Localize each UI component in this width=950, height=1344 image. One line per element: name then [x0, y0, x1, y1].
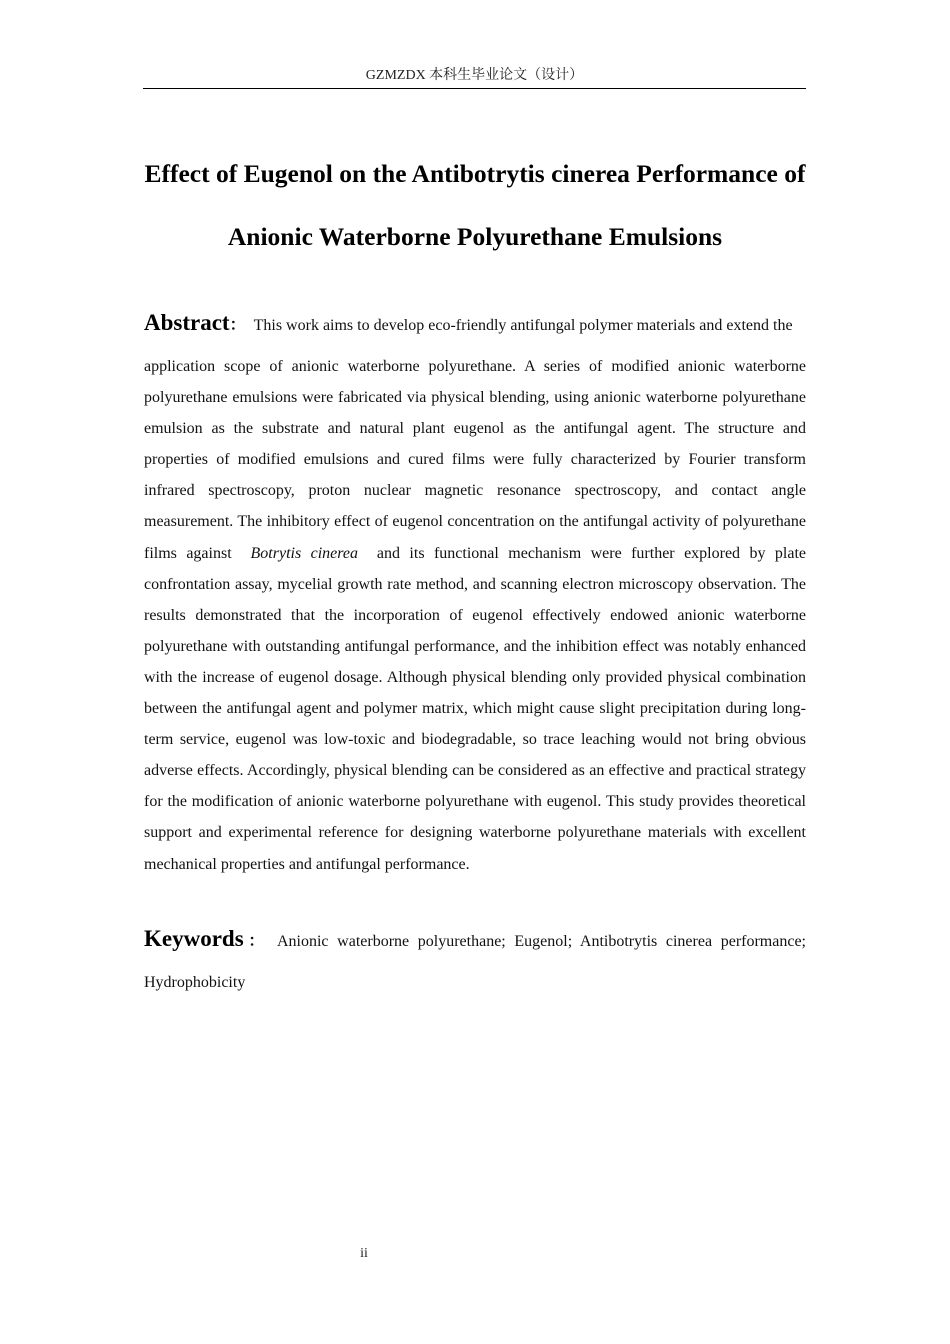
page-number: ii — [360, 1246, 368, 1261]
running-header — [143, 66, 806, 89]
abstract-section — [144, 304, 806, 880]
abstract-italic-species: Botrytis cinerea — [250, 544, 359, 562]
abstract-heading: Abstract — [144, 310, 230, 335]
paper-title — [130, 142, 820, 268]
abstract-heading-colon: ： — [229, 317, 246, 334]
keywords-heading-colon: ： — [243, 933, 269, 950]
abstract-first-line — [144, 304, 806, 351]
abstract-opening-text: This work aims to develop eco-friendly antifungal polymer materials and extend the — [253, 317, 793, 334]
abstract-body-part-1: application scope of anionic waterborne polyurethane. A series of modified anionic waterborne polyurethane emulsions were fabricated via physical blending, using anionic waterborne polyurethane emulsion as the substrate and natural plant eugenol as the antifungal agent. The structure and properties of modified emulsions and cured films were fully characterized by Fourier transform infrared spectroscopy, proton nuclear magnetic resonance spectroscopy, and contact angle measurement. The inhibitory effect of eugenol concentration on the antifungal activity of polyurethane films against — [144, 358, 806, 562]
abstract-body-part-2: and its functional mechanism were further explored by plate confrontation assay, mycelial growth rate method, and scanning electron microscopy observation. The results demonstrated that the incorporation of eugenol effectively endowed anionic waterborne polyurethane with outstanding antifungal performance, and the inhibition effect was notably enhanced with the increase of eugenol dosage. Although physical blending only provided physical combination between the antifungal agent and polymer matrix, which might cause slight precipitation during long-term service, eugenol was low-toxic and biodegradable, so trace leaching would not bring obvious adverse effects. Accordingly, physical blending can be considered as an effective and practical strategy for the modification of anionic waterborne polyurethane with eugenol. This study provides theoretical support and experimental reference for designing waterborne polyurethane materials with excellent mechanical properties and antifungal performance. — [144, 544, 807, 873]
keywords-text: Anionic waterborne polyurethane; Eugenol; Antibotrytis cinerea performance; Hydrophobicity — [144, 933, 806, 991]
paper-title-line-1: Effect of Eugenol on the Antibotrytis cinerea Performance of — [144, 159, 806, 188]
keywords-heading: Keywords — [144, 926, 244, 951]
keywords-section — [144, 918, 806, 1003]
running-header-text: GZMZDX 本科生毕业论文（设计） — [365, 68, 584, 83]
paper-title-line-2: Anionic Waterborne Polyurethane Emulsions — [227, 222, 723, 251]
